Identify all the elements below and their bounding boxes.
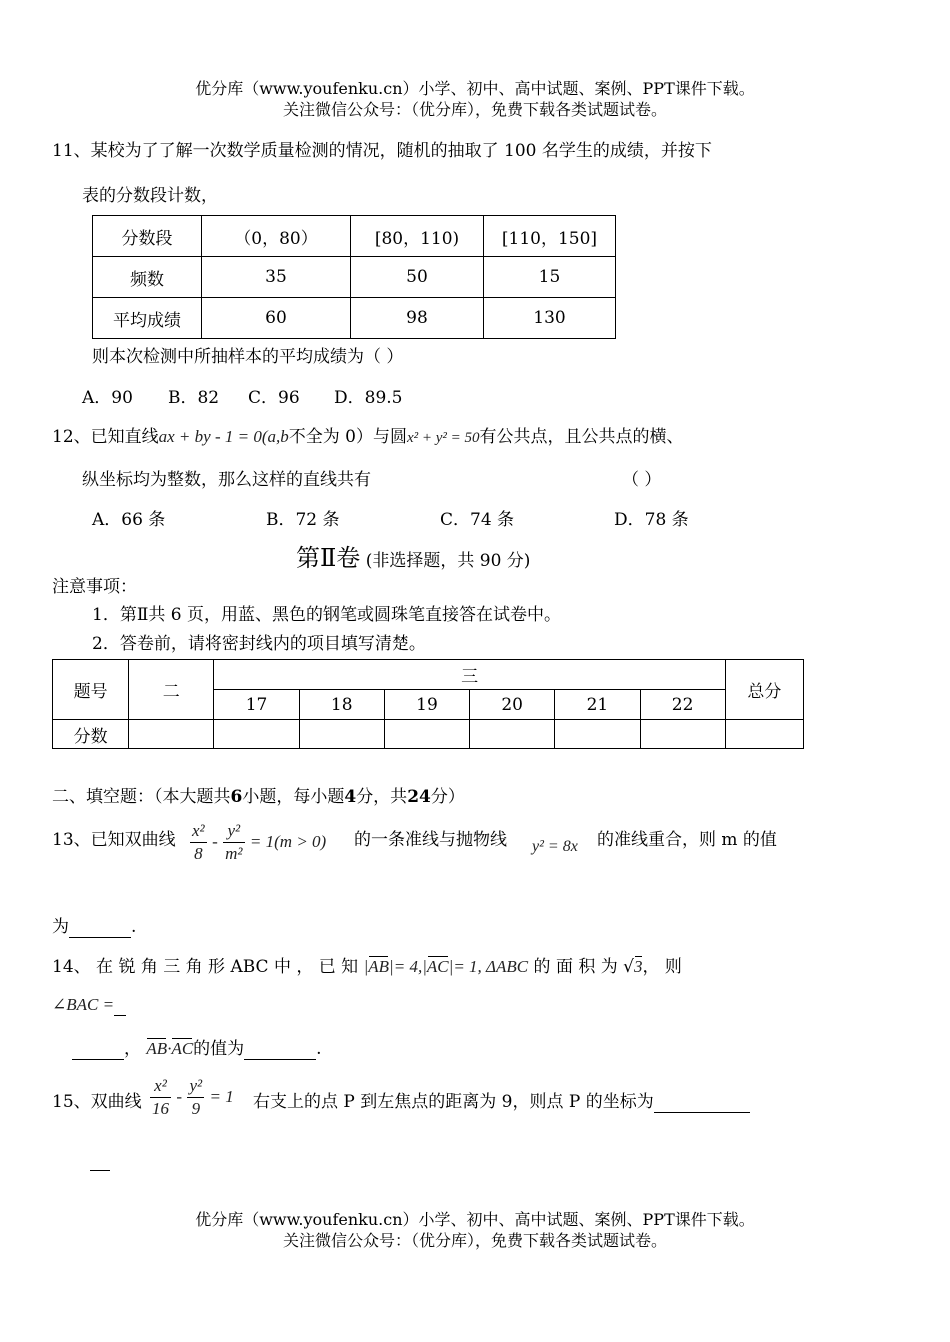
q12-line-equation: ax + by - 1 = 0(a,b xyxy=(158,427,289,446)
question-number: 19 xyxy=(384,690,469,720)
q14-end: . xyxy=(316,1039,322,1059)
part2-subtitle: (非选择题，共 90 分) xyxy=(365,551,531,571)
q14-angle: ∠BAC = xyxy=(52,995,115,1014)
table-row xyxy=(93,257,616,298)
q13-suffix: 的准线重合，则 m 的值 xyxy=(597,830,777,850)
footer-line-2: 关注微信公众号：（优分库），免费下载各类试题试卷。 xyxy=(282,1231,667,1250)
score-cell[interactable] xyxy=(299,720,384,749)
score-cell[interactable] xyxy=(640,720,725,749)
notice-title: 注意事项： xyxy=(52,577,137,597)
score-cell[interactable] xyxy=(470,720,555,749)
table-row xyxy=(93,216,616,257)
question-number: 21 xyxy=(555,690,640,720)
q14-blank-2[interactable] xyxy=(244,1039,316,1060)
question-number: 20 xyxy=(470,690,555,720)
question-number: 22 xyxy=(640,690,725,720)
q14-mid: 的 面 积 为 xyxy=(533,957,618,977)
footer-line-1: 优分库（www.youfenku.cn）小学、初中、高中试题、案例、PPT课件下载。 xyxy=(195,1210,755,1229)
q14-comma: ， xyxy=(124,1039,141,1059)
q11-line-2: 表的分数段计数， xyxy=(82,186,218,206)
q12-prefix: 12、已知直线 xyxy=(52,427,159,447)
q15-answer-blank-cont[interactable] xyxy=(90,1150,110,1171)
table-cell: 分数段 xyxy=(93,216,202,257)
sqrt-symbol: √ xyxy=(623,957,635,977)
fraction xyxy=(150,1075,171,1120)
q11-line-1: 11、某校为了了解一次数学质量检测的情况，随机的抽取了 100 名学生的成绩，并按下 xyxy=(52,141,712,161)
q13-answer-blank[interactable] xyxy=(69,917,131,938)
score-cell[interactable] xyxy=(384,720,469,749)
notice-item-1: 1．第Ⅱ共 6 页，用蓝、黑色的钢笔或圆珠笔直接答在试卷中。 xyxy=(92,605,561,625)
q12-mid: 不全为 0）与圆 xyxy=(288,427,407,447)
table-cell: 频数 xyxy=(93,257,202,298)
q12-option-d: D．78 条 xyxy=(614,510,689,530)
score-cell[interactable] xyxy=(129,720,214,749)
section2-text: 分，共 xyxy=(356,787,408,807)
denominator: 8 xyxy=(194,844,203,863)
table-cell: 平均成绩 xyxy=(93,298,202,339)
question-number: 18 xyxy=(299,690,384,720)
q12-option-a: A．66 条 xyxy=(92,510,166,530)
table-cell: 15 xyxy=(484,257,616,298)
total-label: 总分 xyxy=(725,660,803,720)
q12-suffix: 有公共点，且公共点的横、 xyxy=(479,427,684,447)
q14-prefix: 14、 在 锐 角 三 角 形 ABC 中 ， 已 知 xyxy=(52,957,359,977)
vector-ab: AB xyxy=(146,1039,168,1058)
header-line-1: 优分库（www.youfenku.cn）小学、初中、高中试题、案例、PPT课件下载。 xyxy=(195,79,755,98)
q13-line-2 xyxy=(52,912,136,938)
section2-count: 6 xyxy=(230,787,243,807)
q13-formula: $\frac{\text{x²}}{8}$ - $\frac{\text{y²}}{\text{m²}}$ = 1(m > 0) xyxy=(192,821,327,863)
part2-title: 第Ⅱ卷 xyxy=(296,544,361,572)
table-cell: 60 xyxy=(202,298,351,339)
q15-answer-blank[interactable] xyxy=(654,1092,750,1113)
q13-mid: 的一条准线与抛物线 xyxy=(354,830,507,850)
table-cell: 98 xyxy=(351,298,484,339)
q14-blank-1[interactable] xyxy=(72,1039,124,1060)
numerator: x² xyxy=(150,1075,171,1098)
q12-line-2: 纵坐标均为整数，那么这样的直线共有 xyxy=(82,470,371,490)
denominator: m² xyxy=(225,844,243,863)
table-cell: [80，110) xyxy=(351,216,484,257)
q13-for: 为 xyxy=(52,917,69,937)
table-cell: 50 xyxy=(351,257,484,298)
numerator: y² xyxy=(187,1075,204,1098)
q12-paren: （ ） xyxy=(622,470,662,490)
san-label: 三 xyxy=(214,660,725,690)
score-cell[interactable] xyxy=(214,720,299,749)
fraction xyxy=(190,820,207,865)
question-number: 17 xyxy=(214,690,299,720)
denominator: 16 xyxy=(152,1099,169,1118)
notice-item-2: 2．答卷前，请将密封线内的项目填写清楚。 xyxy=(92,634,426,654)
q11-option-c: C．96 xyxy=(248,388,300,408)
fraction xyxy=(187,1075,204,1120)
fraction xyxy=(223,820,244,865)
q14-angle-blank[interactable] xyxy=(114,995,126,1016)
dot-product: · xyxy=(167,1039,172,1058)
q14-tail: 的值为 xyxy=(193,1039,245,1059)
q15-prefix: 15、双曲线 xyxy=(52,1092,142,1112)
q12-line-1 xyxy=(52,422,684,447)
header-line-2: 关注微信公众号：（优分库），免费下载各类试题试卷。 xyxy=(282,100,667,119)
table-cell: 130 xyxy=(484,298,616,339)
q11-option-b: B．82 xyxy=(168,388,220,408)
section2-heading xyxy=(52,782,465,807)
q13-prefix: 13、已知双曲线 xyxy=(52,830,176,850)
q13-end: . xyxy=(131,917,137,937)
numerator: y² xyxy=(223,820,244,843)
part2-heading xyxy=(296,538,530,573)
q13-parabola: y² = 8x xyxy=(532,838,578,855)
q14-line-1: 14、 在 锐 角 三 角 形 ABC 中 ， 已 知 |AB|= 4,|AC|= 1, ΔABC 的 面 积 为 √3， 则 xyxy=(52,957,682,977)
numerator: x² xyxy=(190,820,207,843)
denominator: 9 xyxy=(191,1099,201,1118)
table-row xyxy=(53,720,804,749)
q14-line-2 xyxy=(52,995,126,1016)
q15-formula: $\frac{\text{x²}}{16}$ - $\frac{\text{y²}}{9}$ = 1 xyxy=(152,1076,234,1118)
q15-suffix-text: 右支上的点 P 到左焦点的距离为 9，则点 P 的坐标为 xyxy=(253,1092,654,1112)
q14-line-3 xyxy=(72,1034,322,1060)
q11-question: 则本次检测中所抽样本的平均成绩为（ ） xyxy=(92,347,404,367)
vector-ac: AC xyxy=(426,957,449,976)
q12-circle-equation: x² + y² = 50 xyxy=(406,430,480,446)
q11-option-a: A．90 xyxy=(82,388,133,408)
fenshu-label: 分数 xyxy=(53,720,129,749)
table-cell: 35 xyxy=(202,257,351,298)
table-cell: （0，80） xyxy=(202,216,351,257)
q13-condition: = 1(m > 0) xyxy=(249,832,327,851)
q12-option-b: B．72 条 xyxy=(266,510,340,530)
table-row xyxy=(93,298,616,339)
vector-ab: AB xyxy=(368,957,390,976)
q14-eq1: = 4, xyxy=(393,957,423,976)
q11-table xyxy=(92,215,616,339)
section2-text: 小题，每小题 xyxy=(242,787,345,807)
q14-eq2: = 1, ΔABC xyxy=(453,957,529,976)
score-cell[interactable] xyxy=(555,720,640,749)
section2-total: 24 xyxy=(407,787,431,807)
q11-option-d: D．89.5 xyxy=(334,388,403,408)
er-label: 二 xyxy=(129,660,214,720)
sqrt-value: 3 xyxy=(634,957,643,976)
score-cell[interactable] xyxy=(725,720,803,749)
table-row xyxy=(53,660,804,690)
tihao-label: 题号 xyxy=(53,660,129,720)
q15-suffix xyxy=(253,1087,750,1113)
section2-text: 分） xyxy=(430,787,465,807)
q14-suffix: ， 则 xyxy=(642,957,682,977)
q15-eq: = 1 xyxy=(209,1087,234,1106)
q12-option-c: C．74 条 xyxy=(440,510,515,530)
vector-ac: AC xyxy=(171,1039,194,1058)
score-table xyxy=(52,659,804,749)
section2-points: 4 xyxy=(344,787,357,807)
table-cell: [110，150] xyxy=(484,216,616,257)
section2-label: 二、填空题：（本大题共 xyxy=(52,787,231,807)
